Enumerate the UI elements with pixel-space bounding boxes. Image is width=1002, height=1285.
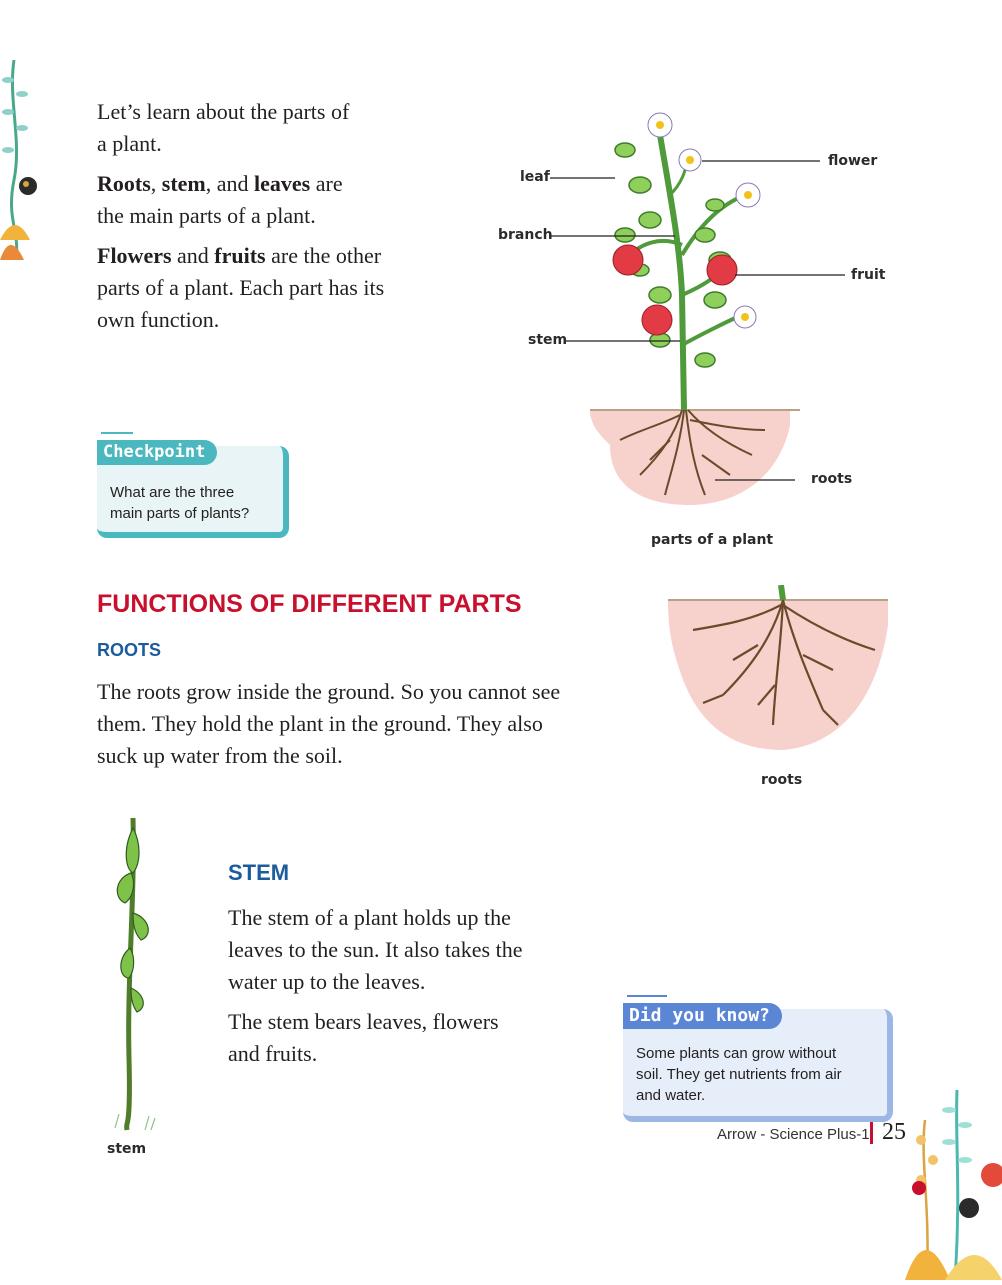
stem-heading: STEM [228,860,290,885]
label-stem: stem [528,332,568,348]
checkpoint-tab: Checkpoint [97,440,217,465]
label-fruit: fruit [851,267,886,283]
roots-heading: ROOTS [97,640,162,660]
plant-diagram [490,95,890,565]
page-number: 25 [882,1119,906,1145]
checkpoint-question: What are the three main parts of plants? [110,484,250,522]
decorative-plant-left [0,60,40,260]
label-flower: flower [828,153,878,169]
stem-text: The stem of a plant holds up the leaves to the sun. It also takes the water up to the leaves. The stem bears leaves, flowers and fruits. [228,905,523,1066]
functions-title: FUNCTIONS OF DIFFERENT PARTS [97,590,522,618]
footer-divider [870,1122,873,1144]
label-leaf: leaf [520,169,550,185]
checkpoint-accent-line [101,432,133,434]
decorative-plant-right [905,1080,1002,1280]
label-branch: branch [498,227,553,243]
roots-text: The roots grow inside the ground. So you cannot see them. They hold the plant in the ground. They also suck up water from the soil. [97,679,561,768]
intro-text: Let’s learn about the parts of a plant. Roots, stem, and leaves are the main parts of a plant. Flowers and fruits are the other parts of a plant. Each part has its own function. [97,99,385,332]
dyk-text: Some plants can grow without soil. They get nutrients from air and water. [636,1045,842,1104]
diagram-caption: parts of a plant [651,532,774,548]
roots-illustration [663,585,893,795]
stem-caption: stem [107,1141,147,1157]
page-footer [700,1120,920,1150]
dyk-accent-line [627,995,667,997]
stem-illustration [95,818,165,1160]
dyk-tab: Did you know? [623,1003,782,1029]
label-roots: roots [811,471,853,487]
book-title: Arrow - Science Plus-1 [717,1126,870,1143]
roots-caption: roots [761,772,803,788]
